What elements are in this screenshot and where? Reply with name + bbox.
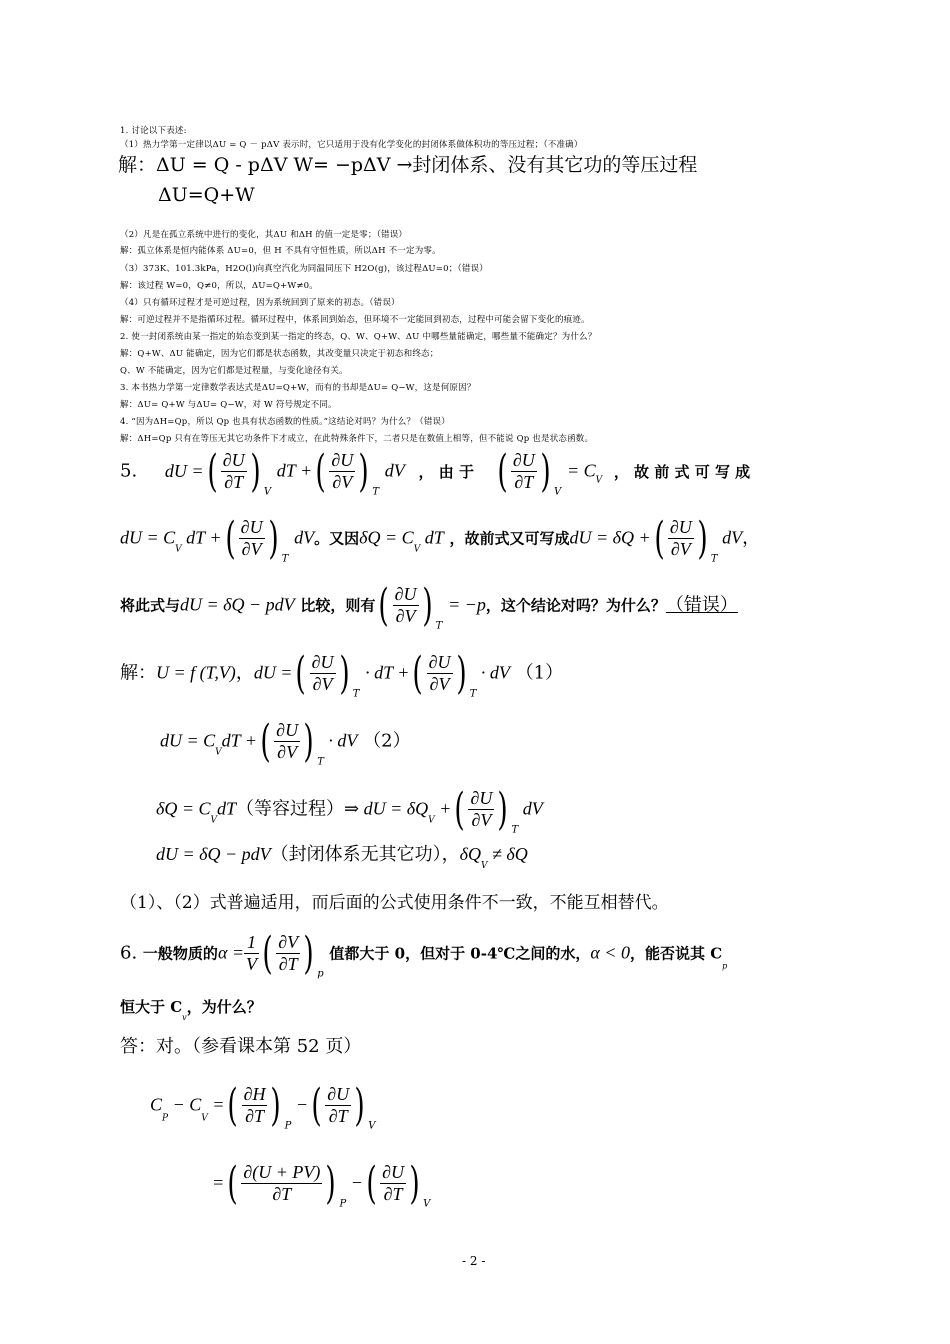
q6-line-1: 6. 一般物质的α = $\frac{1}{V}$ ( $\frac{\partial V}{\partial T}$ ) $_p$ 值都大于 0，但对于 0-4℃之间的水，α < 0，能否说其 $C_p$	[120, 928, 728, 980]
page-number: - 2 -	[462, 1254, 486, 1268]
q6-text-cp: ，能否说其 C	[630, 944, 723, 963]
q5-eq1-tag: （1）	[515, 662, 564, 684]
q5-line-1: 5. dU =( $\frac{\partial U}{\partial T}$ ) $_V$ dT +( $\frac{\partial U}{\partial V}$ ) $_T$ dV ， 由 于 ( $\frac{\partial U}{\partial T}$ ) $_V = C_V$ ， 故 前 式 可 写 成	[120, 446, 751, 498]
q5-text-then: 比较，则有	[300, 596, 376, 615]
q2-answer-2: Q、W 不能确定，因为它们都是过程量，与变化途径有关。	[120, 366, 348, 376]
q5-solution-4: dU = δQ − pdV（封闭体系无其它功），$\delta Q_V \ne \delta Q$	[156, 844, 528, 871]
q5-text-also: 。又因	[314, 529, 360, 548]
q5-text-question: ，这个结论对吗？为什么？	[485, 596, 666, 615]
q3-statement: 3. 本书热力学第一定律数学表达式是ΔU=Q+W，而有的书却是ΔU= Q−W，这是何原因？	[120, 383, 476, 393]
q1-4-statement: （4）只有循环过程才是可逆过程，因为系统回到了原来的初态。（错误）	[120, 298, 400, 308]
q1-3-answer: 解：该过程 W=0，Q≠0，所以，ΔU=Q+W≠0。	[120, 281, 318, 291]
q1-3-statement: （3）373K、101.3kPa，H2O(l)向真空汽化为同温同压下 H2O(g)，该过程ΔU=0；（错误）	[120, 264, 488, 274]
q5-solution-label: 解：	[120, 662, 156, 684]
q1-title: 1. 讨论以下表述:	[120, 126, 187, 136]
q1-1-answer-2: ΔU=Q+W	[158, 184, 255, 206]
q1-1-statement: （1）热力学第一定律以ΔU = Q － pΔV 表示时，它只适用于没有化学变化的封闭体系做体积功的等压过程；（不准确）	[120, 140, 583, 150]
q5-solution-2: dU = $C_VdT$ +( $\frac{\partial U}{\partial V}$ ) $_T$ · dV （2）	[160, 716, 411, 768]
q2-answer-1: 解：Q+W、ΔU 能确定，因为它们都是状态函数，其改变量只决定于初态和终态；	[120, 349, 439, 359]
q6-derivation-2: =( $\frac{\partial(U + PV)}{\partial T}$ ) $_P$ −( $\frac{\partial U}{\partial T}$ ) $_V$	[212, 1158, 431, 1210]
q1-4-answer: 解：可逆过程并不是指循环过程。循环过程中，体系回到始态，但环境不一定能回到初态，过程中可能会留下变化的痕迹。	[120, 315, 590, 325]
q3-answer: 解：ΔU= Q+W 与ΔU= Q−W，对 W 符号规定不同。	[120, 400, 337, 410]
q5-text-rewrite: ， 故 前 式 可 写 成	[613, 462, 751, 481]
q5-conclusion: （1）、（2）式普遍适用，而后面的公式使用条件不一致，不能互相替代。	[120, 893, 669, 913]
q4-answer: 解：ΔH=Qp 只有在等压无其它功条件下才成立，在此特殊条件下，二者只是在数值上相等，但不能说 Qp 也是状态函数。	[120, 434, 594, 444]
q5-text-rewrite-again: ，故前式又可写成	[449, 529, 570, 548]
q5-text-compare: 将此式与	[120, 596, 181, 615]
q5-text-since: ， 由 于	[418, 462, 474, 481]
q5-line-3: 将此式与dU = δQ − pdV 比较，则有( $\frac{\partial U}{\partial V}$ ) $_T$ = −p，这个结论对吗？为什么？（错误）	[120, 580, 738, 632]
q6-number: 6.	[120, 942, 138, 964]
q5-solution-1: 解：U = f (T,V)，dU =( $\frac{\partial U}{\partial V}$ ) $_T$ · dT +( $\frac{\partial U}{\partial V}$ ) $_T$ · dV （1）	[120, 648, 564, 700]
q6-answer: 答：对。（参看课本第 52 页）	[120, 1036, 362, 1057]
q5-eq2-tag: （2）	[363, 730, 411, 752]
q1-2-statement: （2）凡是在孤立系统中进行的变化，其ΔU 和ΔH 的值一定是零；（错误）	[120, 230, 408, 240]
q5-isochoric-note: （等容过程）	[236, 798, 345, 820]
q6-text-general: 一般物质的	[142, 944, 218, 963]
q5-judgement: （错误）	[665, 594, 738, 616]
q1-1-answer: 解：ΔU = Q - pΔV W= −pΔV →封闭体系、没有其它功的等压过程	[118, 154, 698, 176]
q6-text-cv: 恒大于 C	[120, 998, 183, 1016]
q6-text-why: ，为什么？	[186, 998, 262, 1016]
q5-line-2: dU = $C_V$ dT +( $\frac{\partial U}{\partial V}$ ) $_T$ dV。又因$\delta Q = C_V$ dT ，故前式又可写成dU = δQ +( $\frac{\partial U}{\partial V}$ ) $_T$ dV，	[120, 513, 761, 565]
q5-closed-note: （封闭体系无其它功），	[270, 844, 460, 865]
q6-line-2: 恒大于 $C_v$，为什么？	[120, 998, 262, 1022]
q6-derivation-1: $C_P - C_V$ =( $\frac{\partial H}{\partial T}$ ) $_P$ −( $\frac{\partial U}{\partial T}$ ) $_V$	[150, 1080, 376, 1132]
q1-2-answer: 解：孤立体系是恒内能体系 ΔU=0，但 H 不具有守恒性质，所以ΔH 不一定为零。	[120, 246, 441, 256]
q5-solution-3: $\delta Q = C_VdT$（等容过程）⇒ dU = $\delta Q_V$ +( $\frac{\partial U}{\partial V}$ ) $_T$ dV	[156, 784, 543, 836]
q6-text-greater: 值都大于 0，但对于 0-4℃之间的水，	[329, 944, 591, 963]
q4-statement: 4. “因为ΔH=Qp，所以 Qp 也具有状态函数的性质。”这结论对吗？为什么？（错误）	[120, 417, 450, 427]
q5-number: 5.	[120, 460, 138, 482]
q2-statement: 2. 使一封闭系统由某一指定的始态变到某一指定的终态，Q、W、Q+W、ΔU 中哪些量能确定，哪些量不能确定？为什么？	[120, 332, 597, 342]
